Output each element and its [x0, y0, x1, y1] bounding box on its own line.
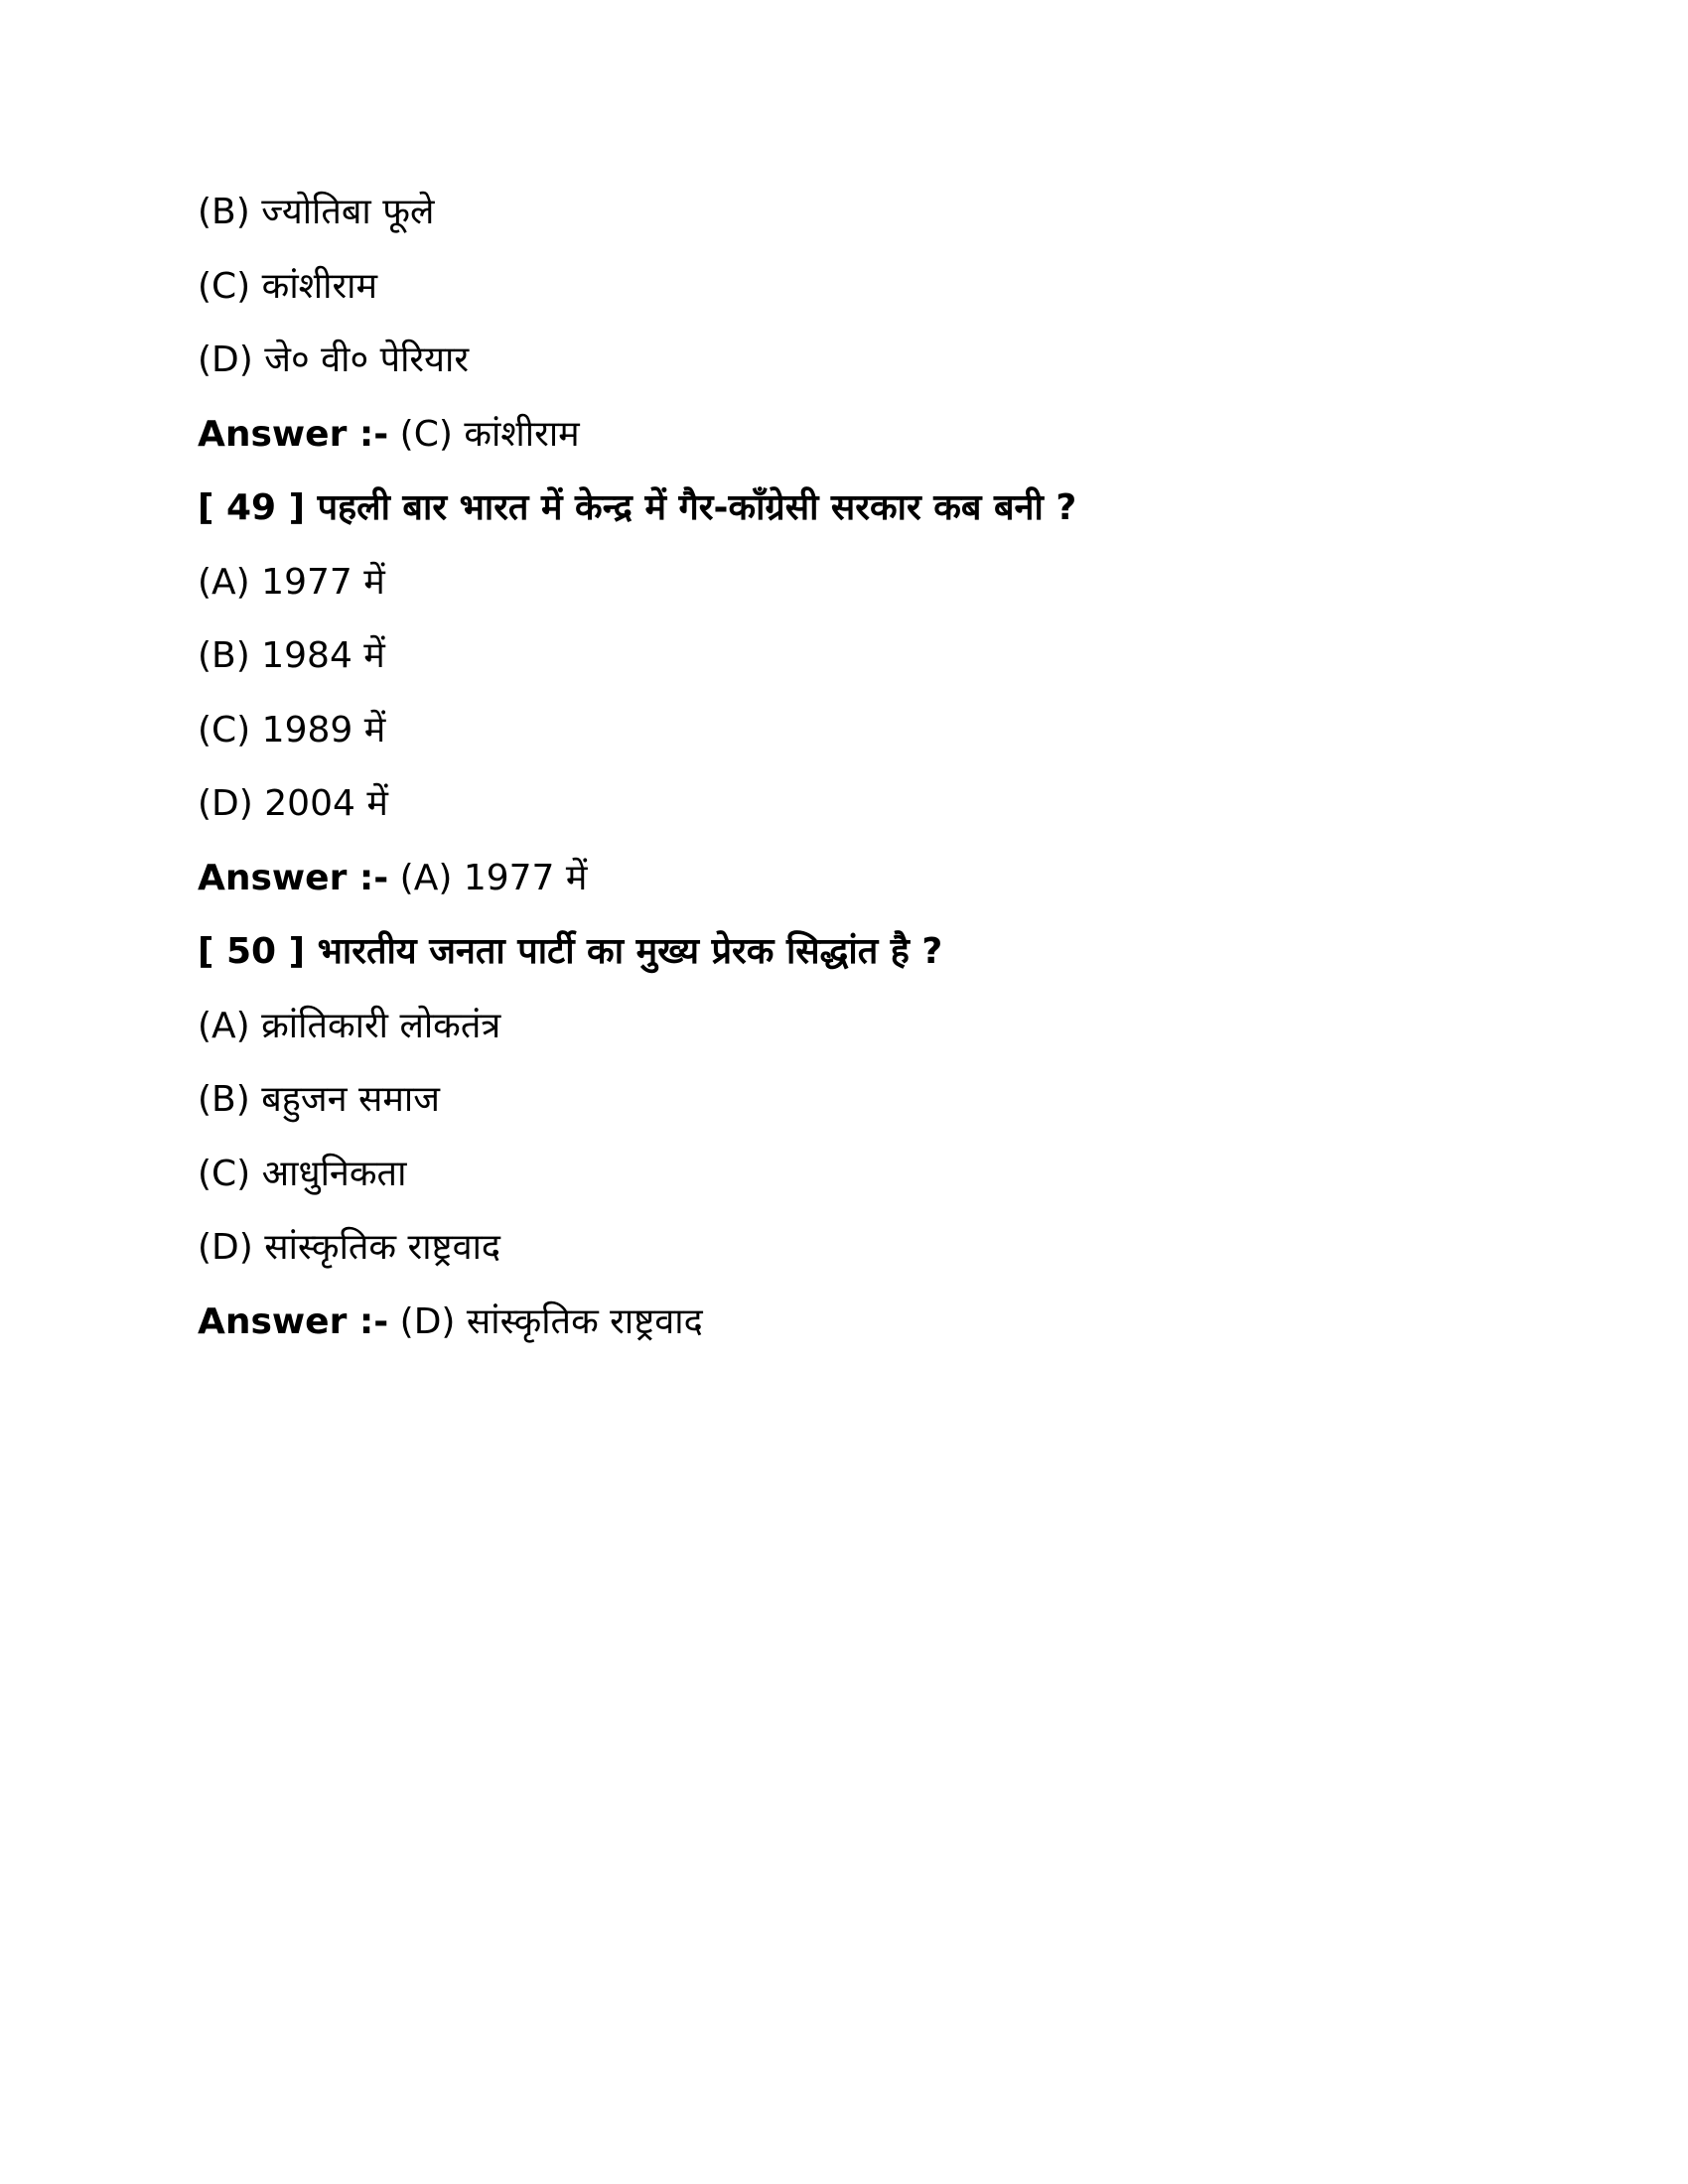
- q50-option-c: (C) आधुनिकता: [198, 1153, 407, 1194]
- q50-answer-label: Answer :-: [198, 1300, 389, 1342]
- q50-option-b: (B) बहुजन समाज: [198, 1079, 440, 1120]
- q48-answer-value: (C) कांशीराम: [388, 413, 580, 455]
- q48-option-c: (C) कांशीराम: [198, 265, 378, 307]
- q49-answer: [198, 857, 1488, 935]
- q49-option-d: (D) 2004 में: [198, 783, 388, 824]
- q49-question: [ 49 ] पहली बार भारत में केन्द्र में गैर-काँग्रेसी सरकार कब बनी ?: [198, 487, 1077, 528]
- document-page: [198, 192, 1488, 1378]
- q48-answer: [198, 413, 1488, 491]
- q49-option-b: (B) 1984 में: [198, 635, 385, 676]
- q48-option-d: (D) जे० वी० पेरियार: [198, 340, 470, 380]
- q48-option-b: (B) ज्योतिबा फूले: [198, 192, 435, 232]
- q49-option-a: (A) 1977 में: [198, 561, 385, 603]
- q49-answer-label: Answer :-: [198, 857, 389, 898]
- q50-answer-value: (D) सांस्कृतिक राष्ट्रवाद: [388, 1300, 703, 1342]
- q49-answer-value: (A) 1977 में: [388, 857, 588, 898]
- q48-answer-label: Answer :-: [198, 413, 389, 455]
- q50-option-a: (A) क्रांतिकारी लोकतंत्र: [198, 1005, 501, 1046]
- q50-question: [ 50 ] भारतीय जनता पार्टी का मुख्य प्रेरक सिद्धांत है ?: [198, 931, 943, 972]
- q50-option-d: (D) सांस्कृतिक राष्ट्रवाद: [198, 1227, 501, 1268]
- q50-answer: [198, 1300, 1488, 1379]
- q49-option-c: (C) 1989 में: [198, 709, 386, 751]
